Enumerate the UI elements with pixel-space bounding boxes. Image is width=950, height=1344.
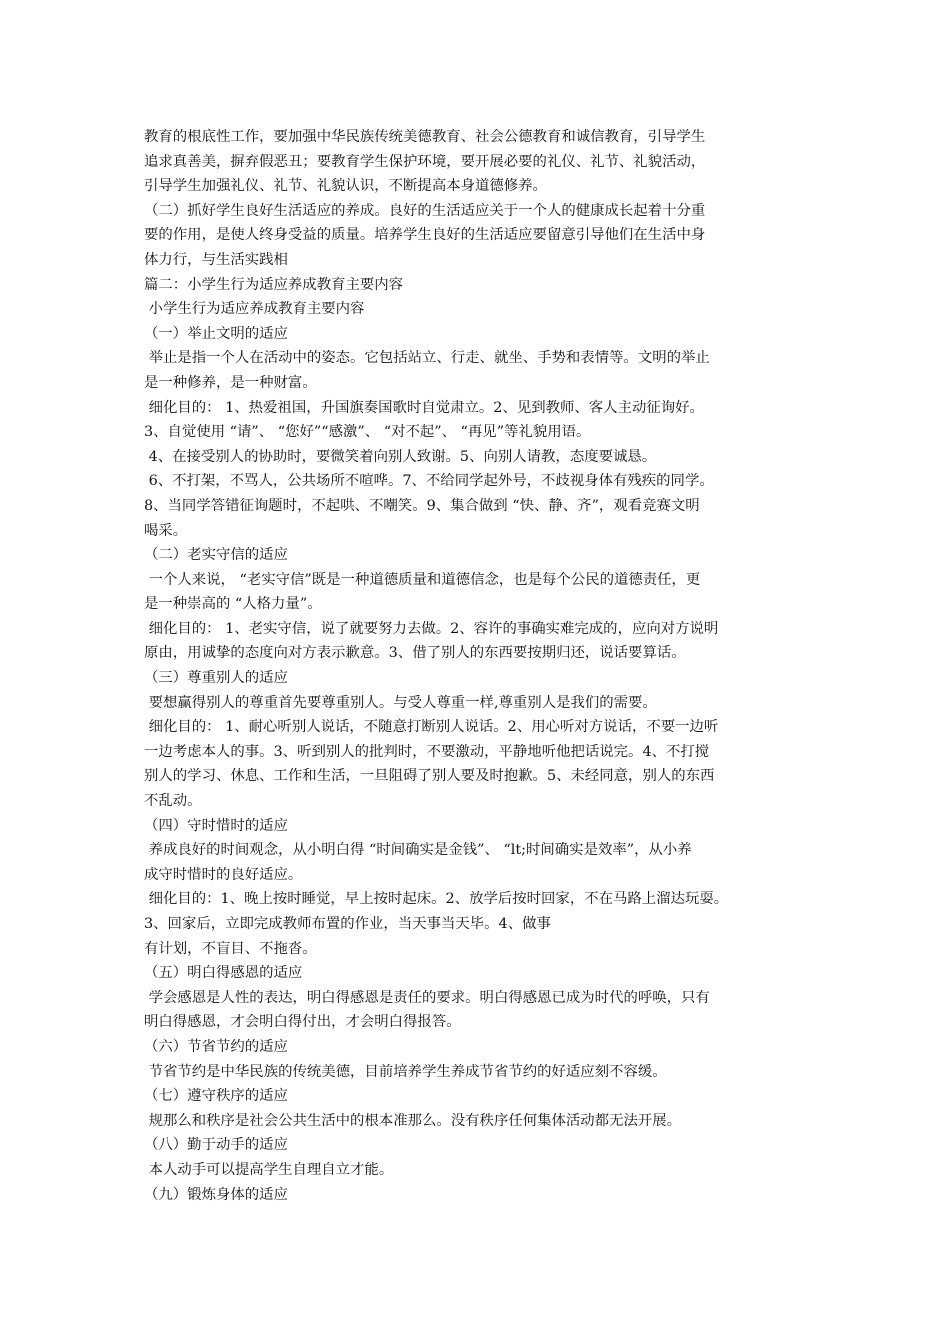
text-line: 要的作用，是使人终身受益的质量。培养学生良好的生活适应要留意引导他们在生活中身 xyxy=(144,227,706,244)
text-line: 养成良好的时间观念，从小明白得 “时间确实是金钱”、 “lt;时间确实是效率”，从小养 xyxy=(144,842,692,859)
text-line: 要想赢得别人的尊重首先要尊重别人。与受人尊重一样,尊重别人是我们的需要。 xyxy=(144,694,657,711)
text-line: （三）尊重别人的适应 xyxy=(144,670,288,687)
text-line: 有计划，不盲目、不拖沓。 xyxy=(144,940,317,957)
text-line: 8、当同学答错征询题时，不起哄、不嘲笑。9、集合做到 “快、静、齐”，观看竞赛文明 xyxy=(144,497,700,514)
text-line: （八）勤于动手的适应 xyxy=(144,1137,288,1154)
text-line: 4、在接受别人的协助时，要微笑着向别人致谢。5、向别人请教，态度要诚恳。 xyxy=(144,448,657,465)
text-line: （七）遵守秩序的适应 xyxy=(144,1088,288,1105)
text-line: 举止是指一个人在活动中的姿态。它包括站立、行走、就坐、手势和表情等。文明的举止 xyxy=(144,350,710,367)
text-line: （六）节省节约的适应 xyxy=(144,1038,288,1055)
text-line: 明白得感恩，才会明白得付出，才会明白得报答。 xyxy=(144,1014,461,1031)
text-line: 细化目的： 1、热爱祖国，升国旗奏国歌时自觉肃立。2、见到教师、客人主动征询好。 xyxy=(144,399,704,416)
text-line: 一个人来说， “老实守信”既是一种道德质量和道德信念，也是每个公民的道德责任，更 xyxy=(144,571,701,588)
text-line: 喝采。 xyxy=(144,522,188,539)
text-line: （二）老实守信的适应 xyxy=(144,547,288,564)
text-line: 篇二：小学生行为适应养成教育主要内容 xyxy=(144,276,404,293)
text-line: 追求真善美，摒弃假恶丑；要教育学生保护环境，要开展必要的礼仪、礼节、礼貌活动， xyxy=(144,153,706,170)
text-line: 成守时惜时的良好适应。 xyxy=(144,866,303,883)
document-body xyxy=(144,125,824,1207)
text-line: 引导学生加强礼仪、礼节、礼貌认识，不断提高本身道德修养。 xyxy=(144,178,547,195)
text-line: 细化目的：1、晚上按时睡觉，早上按时起床。2、放学后按时回家，不在马路上溜达玩耍。 xyxy=(144,891,729,908)
text-line: 6、不打架，不骂人，公共场所不喧哗。7、不给同学起外号，不歧视身体有残疾的同学。 xyxy=(144,473,714,490)
text-line: （一）举止文明的适应 xyxy=(144,325,288,342)
text-line: 是一种修养，是一种财富。 xyxy=(144,374,317,391)
text-line: 细化目的： 1、老实守信，说了就要努力去做。2、容许的事确实难完成的，应向对方说明 xyxy=(144,620,719,637)
text-line: 一边考虑本人的事。3、听到别人的批判时，不要激动，平静地听他把话说完。4、不打搅 xyxy=(144,743,710,760)
text-line: 体力行，与生活实践相 xyxy=(144,251,288,268)
text-line: 别人的学习、休息、工作和生活，一旦阻碍了别人要及时抱歉。5、未经同意，别人的东西 xyxy=(144,768,715,785)
text-line: （四）守时惜时的适应 xyxy=(144,817,288,834)
text-line: 3、自觉使用 “请”、 “您好”“感激”、 “对不起”、 “再见”等礼貌用语。 xyxy=(144,424,591,441)
text-line: 教育的根底性工作，要加强中华民族传统美德教育、社会公德教育和诚信教育，引导学生 xyxy=(144,129,706,145)
text-line: （九）锻炼身体的适应 xyxy=(144,1186,288,1203)
text-line: 学会感恩是人性的表达，明白得感恩是责任的要求。明白得感恩已成为时代的呼唤，只有 xyxy=(144,989,710,1006)
text-line: 小学生行为适应养成教育主要内容 xyxy=(144,301,365,318)
text-line: 是一种崇高的 “人格力量”。 xyxy=(144,596,322,613)
text-line: （二）抓好学生良好生活适应的养成。良好的生活适应关于一个人的健康成长起着十分重 xyxy=(144,202,706,219)
text-line: 本人动手可以提高学生自理自立才能。 xyxy=(144,1161,394,1178)
text-line: 原由，用诚挚的态度向对方表示歉意。3、借了别人的东西要按期归还，说话要算话。 xyxy=(144,645,686,662)
text-line: 节省节约是中华民族的传统美德，目前培养学生养成节省节约的好适应刻不容缓。 xyxy=(144,1063,667,1080)
text-line: 细化目的： 1、耐心听别人说话，不随意打断别人说话。2、用心听对方说话，不要一边听 xyxy=(144,719,719,736)
text-line: 3、回家后，立即完成教师布置的作业，当天事当天毕。4、做事 xyxy=(144,916,551,932)
text-line: （五）明白得感恩的适应 xyxy=(144,965,303,982)
text-line: 规那么和秩序是社会公共生活中的根本准那么。没有秩序任何集体活动都无法开展。 xyxy=(144,1112,682,1129)
text-line: 不乱动。 xyxy=(144,793,202,810)
